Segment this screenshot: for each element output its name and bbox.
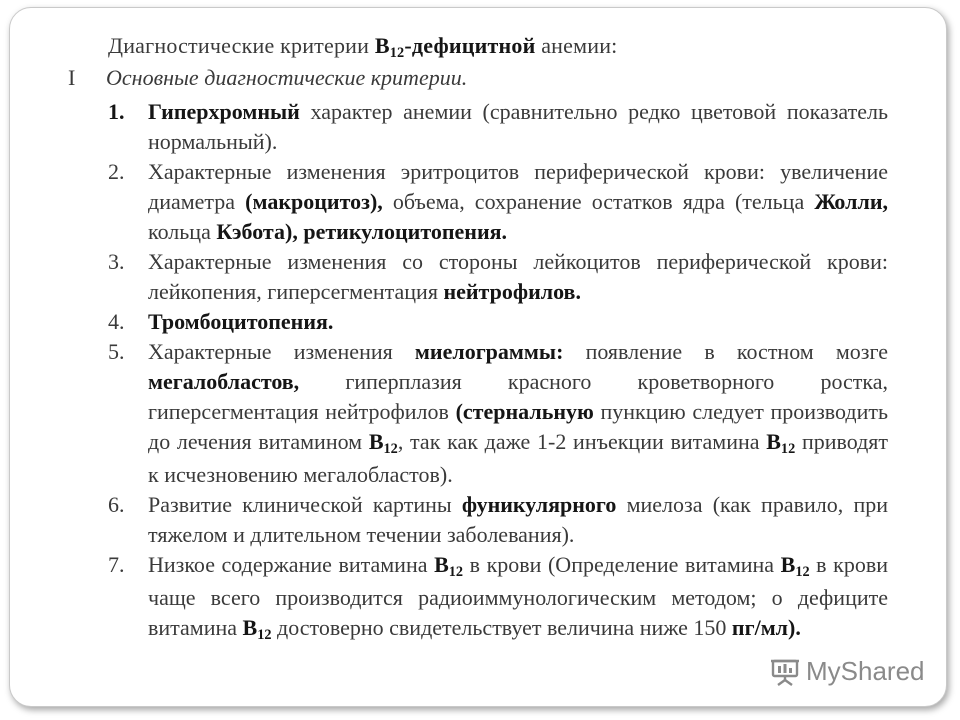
vitamin-subscript: 12	[780, 441, 796, 458]
text-run: Характерные изменения	[148, 339, 415, 364]
criteria-list	[108, 97, 888, 646]
criteria-item-2	[108, 157, 888, 247]
title-vitamin-letter: B	[374, 33, 390, 58]
text-run: пункцию следует производить до лечения витамином	[148, 399, 888, 454]
title-vitamin	[374, 33, 405, 62]
title-prefix: Диагностические критерии	[108, 33, 375, 58]
text-run: Характерные изменения эритроцитов периферической крови: увеличение диаметра	[148, 159, 888, 214]
criteria-item-6	[108, 490, 888, 550]
criteria-item-number: 7.	[108, 552, 125, 577]
text-run: кольца	[148, 219, 217, 244]
text-run: миелоза (как правило, при тяжелом и длительном течении заболевания).	[148, 492, 888, 547]
text-run: Характерные изменения со стороны лейкоцитов периферической крови: лейкопения, гиперсегментация	[148, 249, 888, 304]
emphasized-term: B	[434, 552, 449, 577]
emphasized-term: (стернальную	[455, 399, 594, 424]
text-run: Развитие клинической картины	[148, 492, 462, 517]
vitamin-subscript: 12	[257, 627, 272, 644]
watermark-text: MyShared	[806, 656, 925, 686]
criteria-item-1	[108, 97, 888, 157]
text-run: объема, сохранение остатков ядра (тельца	[382, 189, 815, 214]
text-run: появление в костном мозге	[563, 339, 888, 364]
text-run: гиперплазия красного кроветворного ростка, гиперсегментация нейтрофилов	[148, 369, 888, 424]
vitamin-subscript: 12	[795, 564, 810, 581]
criteria-item-7	[108, 550, 888, 646]
emphasized-term: Гиперхромный	[148, 99, 300, 124]
criteria-item-number: 1.	[108, 99, 125, 124]
criteria-item-text	[148, 247, 888, 307]
page-title	[108, 33, 618, 62]
vitamin-subscript: 12	[448, 564, 464, 581]
criteria-item-text	[148, 490, 888, 550]
criteria-item-text	[148, 550, 888, 646]
text-run: достоверно свидетельствует величина ниже 150	[271, 615, 732, 640]
criteria-item-text	[148, 97, 888, 157]
criteria-item-4	[108, 307, 888, 337]
emphasized-term: B	[780, 552, 796, 577]
text-run: приводят к исчезновению мегалобластов).	[148, 429, 889, 487]
text-run: , так как даже 1-2 инъекции витамина	[397, 429, 767, 454]
emphasized-term: B	[766, 429, 781, 454]
emphasized-term: B	[368, 429, 384, 454]
text-run: характер анемии (сравнительно редко цветовой показатель нормальный).	[148, 99, 888, 154]
emphasized-term: B	[242, 615, 258, 640]
emphasized-term: мегалобластов,	[148, 369, 300, 394]
criteria-item-text	[148, 337, 888, 490]
criteria-item-text	[148, 157, 888, 247]
criteria-item-number: 6.	[108, 492, 125, 517]
emphasized-term: фуникулярного	[461, 492, 617, 517]
title-vitamin-subscript: 12	[389, 45, 405, 62]
criteria-item-number: 2.	[108, 159, 125, 184]
section-roman-numeral: I	[68, 65, 76, 90]
criteria-item-number: 5.	[108, 339, 125, 364]
emphasized-term: миелограммы:	[414, 339, 564, 364]
emphasized-term: пг/мл).	[731, 615, 801, 640]
text-run: в крови (Определение витамина	[463, 552, 781, 577]
criteria-item-5	[108, 337, 888, 490]
emphasized-term: нейтрофилов.	[443, 279, 581, 304]
watermark	[770, 656, 925, 687]
section-heading	[68, 65, 467, 91]
section-title: Основные диагностические критерии.	[106, 65, 468, 90]
text-run: в крови чаще всего производится радиоиммунологическим методом; о дефиците витамина	[148, 552, 888, 640]
criteria-item-number: 3.	[108, 249, 125, 274]
criteria-item-number: 4.	[108, 309, 125, 334]
title-suffix: анемии:	[535, 33, 618, 58]
vitamin-subscript: 12	[383, 441, 398, 458]
emphasized-term: (макроцитоз),	[245, 189, 383, 214]
emphasized-term: Жолли,	[814, 189, 888, 214]
criteria-item-3	[108, 247, 888, 307]
title-emphasis: -дефицитной	[404, 33, 536, 58]
criteria-item-text	[148, 307, 888, 337]
emphasized-term: Тромбоцитопения.	[148, 309, 334, 334]
text-run: Низкое содержание витамина	[148, 552, 435, 577]
emphasized-term: Кэбота), ретикулоцитопения.	[216, 219, 508, 244]
presentation-board-icon	[770, 658, 800, 686]
